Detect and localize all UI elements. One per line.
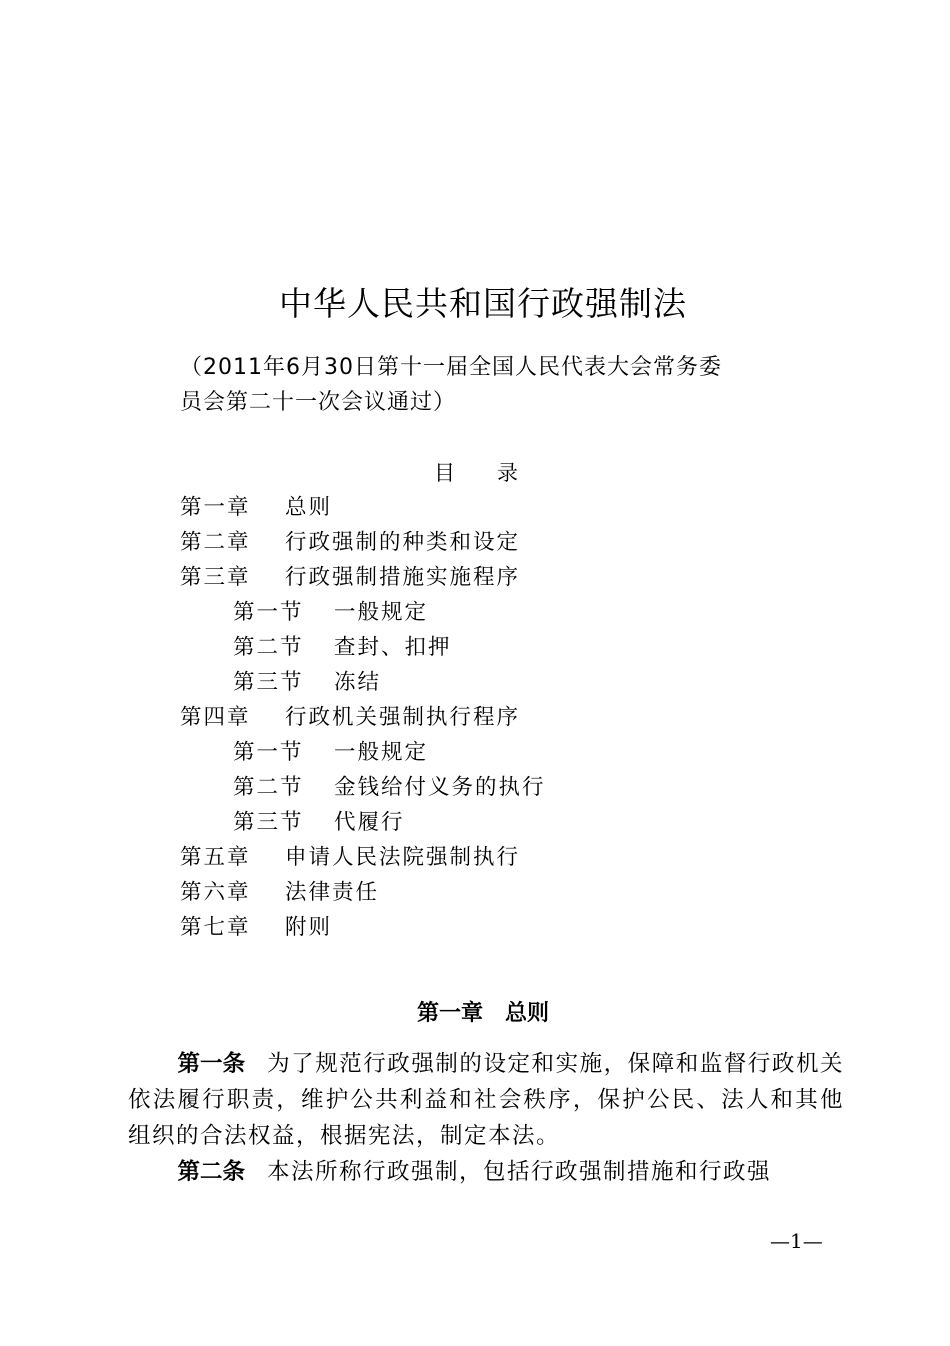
toc-item-title: 法律责任 <box>285 880 380 905</box>
toc-item <box>180 770 780 805</box>
toc-heading: 目 录 <box>434 461 518 485</box>
article-body <box>128 1046 844 1190</box>
toc-item-title: 行政强制的种类和设定 <box>285 530 521 555</box>
toc-item-number: 第二章 <box>180 530 251 555</box>
toc-item-number: 第二节 <box>233 775 304 800</box>
toc-item <box>180 700 780 735</box>
toc-item-number: 第四章 <box>180 705 251 730</box>
page-number: —1— <box>770 1229 823 1253</box>
toc-item-title: 冻结 <box>334 670 382 695</box>
article-paragraph <box>128 1154 844 1190</box>
toc-item-title: 金钱给付义务的执行 <box>334 775 546 800</box>
toc-item <box>180 805 780 840</box>
toc-item-number: 第二节 <box>233 635 304 660</box>
toc-item <box>180 735 780 770</box>
toc-item <box>180 525 780 560</box>
toc-item <box>180 595 780 630</box>
toc-item-number: 第七章 <box>180 915 251 940</box>
toc-item-title: 查封、扣押 <box>334 635 452 660</box>
toc-item-title: 总则 <box>285 495 333 520</box>
article-label: 第一条 <box>177 1051 246 1077</box>
toc-item-number: 第六章 <box>180 880 251 905</box>
chapter-heading: 第一章 总则 <box>416 1001 549 1027</box>
toc-item-number: 第一章 <box>180 495 251 520</box>
toc-item-title: 代履行 <box>334 810 405 835</box>
table-of-contents <box>180 490 780 945</box>
toc-item <box>180 490 780 525</box>
toc-item <box>180 560 780 595</box>
document-title: 中华人民共和国行政强制法 <box>279 284 687 324</box>
toc-item-title: 申请人民法院强制执行 <box>285 845 521 870</box>
toc-item-number: 第一节 <box>233 600 304 625</box>
toc-item <box>180 875 780 910</box>
toc-item <box>180 840 780 875</box>
toc-item-title: 行政机关强制执行程序 <box>285 705 521 730</box>
toc-item-title: 一般规定 <box>334 740 429 765</box>
article-text: 本法所称行政强制，包括行政强制措施和行政强 <box>267 1159 772 1185</box>
adoption-note-line-1: （2011年6月30日第十一届全国人民代表大会常务委 <box>180 355 722 380</box>
toc-item-number: 第五章 <box>180 845 251 870</box>
toc-item <box>180 665 780 700</box>
toc-item-number: 第三节 <box>233 810 304 835</box>
toc-item-number: 第一节 <box>233 740 304 765</box>
toc-item-number: 第三节 <box>233 670 304 695</box>
toc-item-number: 第三章 <box>180 565 251 590</box>
toc-item-title: 附则 <box>285 915 333 940</box>
adoption-note <box>180 350 820 420</box>
article-label: 第二条 <box>177 1159 246 1185</box>
toc-item <box>180 630 780 665</box>
article-text: 为了规范行政强制的设定和实施，保障和监督行政机关依法履行职责，维护公共利益和社会秩序，保护公民、法人和其他组织的合法权益，根据宪法，制定本法。 <box>128 1051 844 1149</box>
adoption-note-line-2: 员会第二十一次会议通过） <box>180 390 457 415</box>
toc-item-title: 行政强制措施实施程序 <box>285 565 521 590</box>
toc-item-title: 一般规定 <box>334 600 429 625</box>
toc-item <box>180 910 780 945</box>
article-paragraph <box>128 1046 844 1154</box>
